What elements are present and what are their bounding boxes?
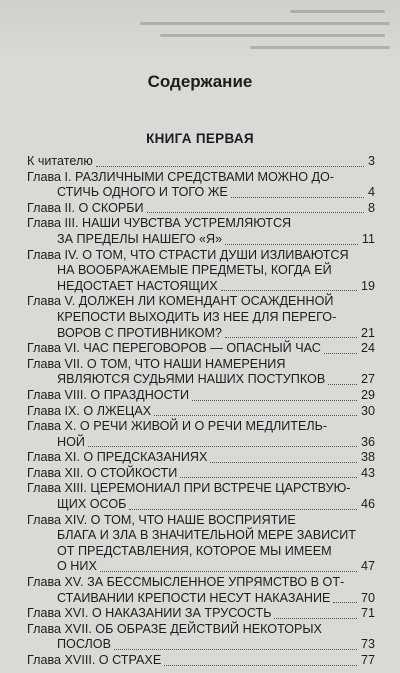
dot-leader (324, 352, 357, 354)
toc-entry-text: Глава V. ДОЛЖЕН ЛИ КОМЕНДАНТ ОСАЖДЕННОЙ (27, 294, 334, 309)
toc-entry-text: НЕДОСТАЕТ НАСТОЯЩИХ (57, 278, 218, 293)
toc-page-number: 19 (360, 278, 375, 293)
toc-entry (27, 357, 375, 388)
toc-page-number: 46 (360, 497, 375, 512)
toc-entry-text: СТАИВАНИИ КРЕПОСТИ НЕСУТ НАКАЗАНИЕ (57, 590, 331, 605)
toc-page-number: 3 (367, 154, 375, 168)
toc-entry-text: Глава XV. ЗА БЕССМЫСЛЕННОЕ УПРЯМСТВО В ОТ- (27, 575, 345, 590)
toc-page-number: 73 (360, 637, 375, 652)
contents-heading: Содержание (147, 72, 253, 91)
toc-entry-text: НОЙ (57, 434, 85, 449)
toc-entry-text: О НИХ (57, 559, 97, 574)
toc-entry (27, 622, 375, 653)
dot-leader (147, 211, 364, 213)
toc-entry-text: Глава XII. О СТОЙКОСТИ (27, 465, 178, 480)
toc-entry-text: СТИЧЬ ОДНОГО И ТОГО ЖЕ (57, 185, 228, 200)
toc-entry (27, 481, 375, 512)
toc-entry-text: Глава VII. О ТОМ, ЧТО НАШИ НАМЕРЕНИЯ (27, 356, 286, 371)
dot-leader (180, 476, 357, 478)
toc-entry-text: Глава XVIII. О СТРАХЕ (27, 653, 162, 667)
toc-entry-text: Глава XIV. О ТОМ, ЧТО НАШЕ ВОСПРИЯТИЕ (27, 512, 296, 527)
dot-leader (333, 601, 357, 603)
toc-entry-text: Глава X. О РЕЧИ ЖИВОЙ И О РЕЧИ МЕДЛИТЕЛЬ- (27, 419, 328, 434)
bleed-through-text (0, 0, 400, 58)
toc-page-number: 43 (360, 465, 375, 480)
dot-leader (114, 648, 357, 650)
toc-entry-text: Глава XIII. ЦЕРЕМОНИАЛ ПРИ ВСТРЕЧЕ ЦАРСТВУЮ- (27, 481, 351, 496)
toc-page-number: 8 (367, 200, 375, 215)
toc-entry (27, 513, 375, 575)
dot-leader (154, 414, 357, 416)
toc-entry-text: Глава I. РАЗЛИЧНЫМИ СРЕДСТВАМИ МОЖНО ДО- (27, 169, 335, 184)
toc-entry-text: Глава VIII. О ПРАЗДНОСТИ (27, 387, 190, 402)
dot-leader (88, 445, 357, 447)
toc-page-number: 21 (360, 325, 375, 340)
dot-leader (225, 243, 358, 245)
dot-leader (210, 461, 357, 463)
dot-leader (192, 399, 357, 401)
toc-entry-text: БЛАГА И ЗЛА В ЗНАЧИТЕЛЬНОЙ МЕРЕ ЗАВИСИТ (57, 528, 356, 543)
toc-page-number: 11 (361, 231, 375, 246)
toc-page-number: 30 (360, 403, 375, 418)
toc-entry (27, 216, 375, 247)
toc-page-number: 70 (360, 590, 375, 605)
toc-entry-text: ПОСЛОВ (57, 637, 111, 652)
dot-leader (96, 165, 364, 167)
toc-page-number: 71 (360, 606, 375, 621)
toc-entry (27, 201, 375, 217)
toc-entry (27, 388, 375, 404)
toc-page-number: 77 (360, 653, 375, 667)
dot-leader (164, 664, 357, 666)
toc-page-number: 47 (360, 559, 375, 574)
toc-page-number: 36 (360, 434, 375, 449)
toc-entry-text: Глава VI. ЧАС ПЕРЕГОВОРОВ — ОПАСНЫЙ ЧАС (27, 341, 321, 356)
toc-entry (27, 294, 375, 341)
toc-entry (27, 653, 375, 669)
toc-entry-text: К читателю (27, 154, 93, 168)
toc-page-number: 38 (360, 450, 375, 465)
toc-entry (27, 419, 375, 450)
toc-entry-text: Глава XVI. О НАКАЗАНИИ ЗА ТРУСОСТЬ (27, 606, 272, 621)
toc-entry (27, 341, 375, 357)
toc-entry (27, 606, 375, 622)
dot-leader (221, 289, 357, 291)
toc-entry-text: Глава IX. О ЛЖЕЦАХ (27, 403, 152, 418)
toc-entry (27, 248, 375, 295)
toc-page-number: 29 (360, 387, 375, 402)
toc-entry (27, 575, 375, 606)
dot-leader (328, 383, 357, 385)
table-of-contents (27, 154, 375, 669)
toc-entry-text: НА ВООБРАЖАЕМЫЕ ПРЕДМЕТЫ, КОГДА ЕЙ (57, 263, 332, 278)
dot-leader (274, 617, 357, 619)
dot-leader (231, 196, 364, 198)
toc-page-number: 24 (360, 341, 375, 356)
toc-entry (27, 170, 375, 201)
toc-entry-text: ВОРОВ С ПРОТИВНИКОМ? (57, 325, 222, 340)
dot-leader (225, 336, 357, 338)
toc-page-number: 27 (360, 372, 375, 387)
toc-entry-text: Глава IV. О ТОМ, ЧТО СТРАСТИ ДУШИ ИЗЛИВАЮТСЯ (27, 247, 349, 262)
toc-entry-text: Глава III. НАШИ ЧУВСТВА УСТРЕМЛЯЮТСЯ (27, 216, 292, 231)
toc-entry-text: ЩИХ ОСОБ (57, 497, 127, 512)
toc-entry-text: КРЕПОСТИ ВЫХОДИТЬ ИЗ НЕЕ ДЛЯ ПЕРЕГО- (57, 309, 337, 324)
toc-entry-text: Глава XI. О ПРЕДСКАЗАНИЯХ (27, 450, 208, 465)
dot-leader (129, 508, 357, 510)
toc-entry-text: Глава II. О СКОРБИ (27, 200, 144, 215)
toc-entry (27, 466, 375, 482)
toc-entry (27, 154, 375, 170)
toc-entry-text: Глава XVII. ОБ ОБРАЗЕ ДЕЙСТВИЙ НЕКОТОРЫХ (27, 621, 322, 636)
toc-page-number: 4 (367, 185, 375, 200)
toc-entry-text: ОТ ПРЕДСТАВЛЕНИЯ, КОТОРОЕ МЫ ИМЕЕМ (57, 543, 332, 558)
toc-entry-text: ЗА ПРЕДЕЛЫ НАШЕГО «Я» (57, 231, 223, 246)
toc-entry (27, 450, 375, 466)
dot-leader (100, 570, 357, 572)
book-title: КНИГА ПЕРВАЯ (146, 131, 254, 146)
toc-entry (27, 404, 375, 420)
toc-entry-text: ЯВЛЯЮТСЯ СУДЬЯМИ НАШИХ ПОСТУПКОВ (57, 372, 326, 387)
